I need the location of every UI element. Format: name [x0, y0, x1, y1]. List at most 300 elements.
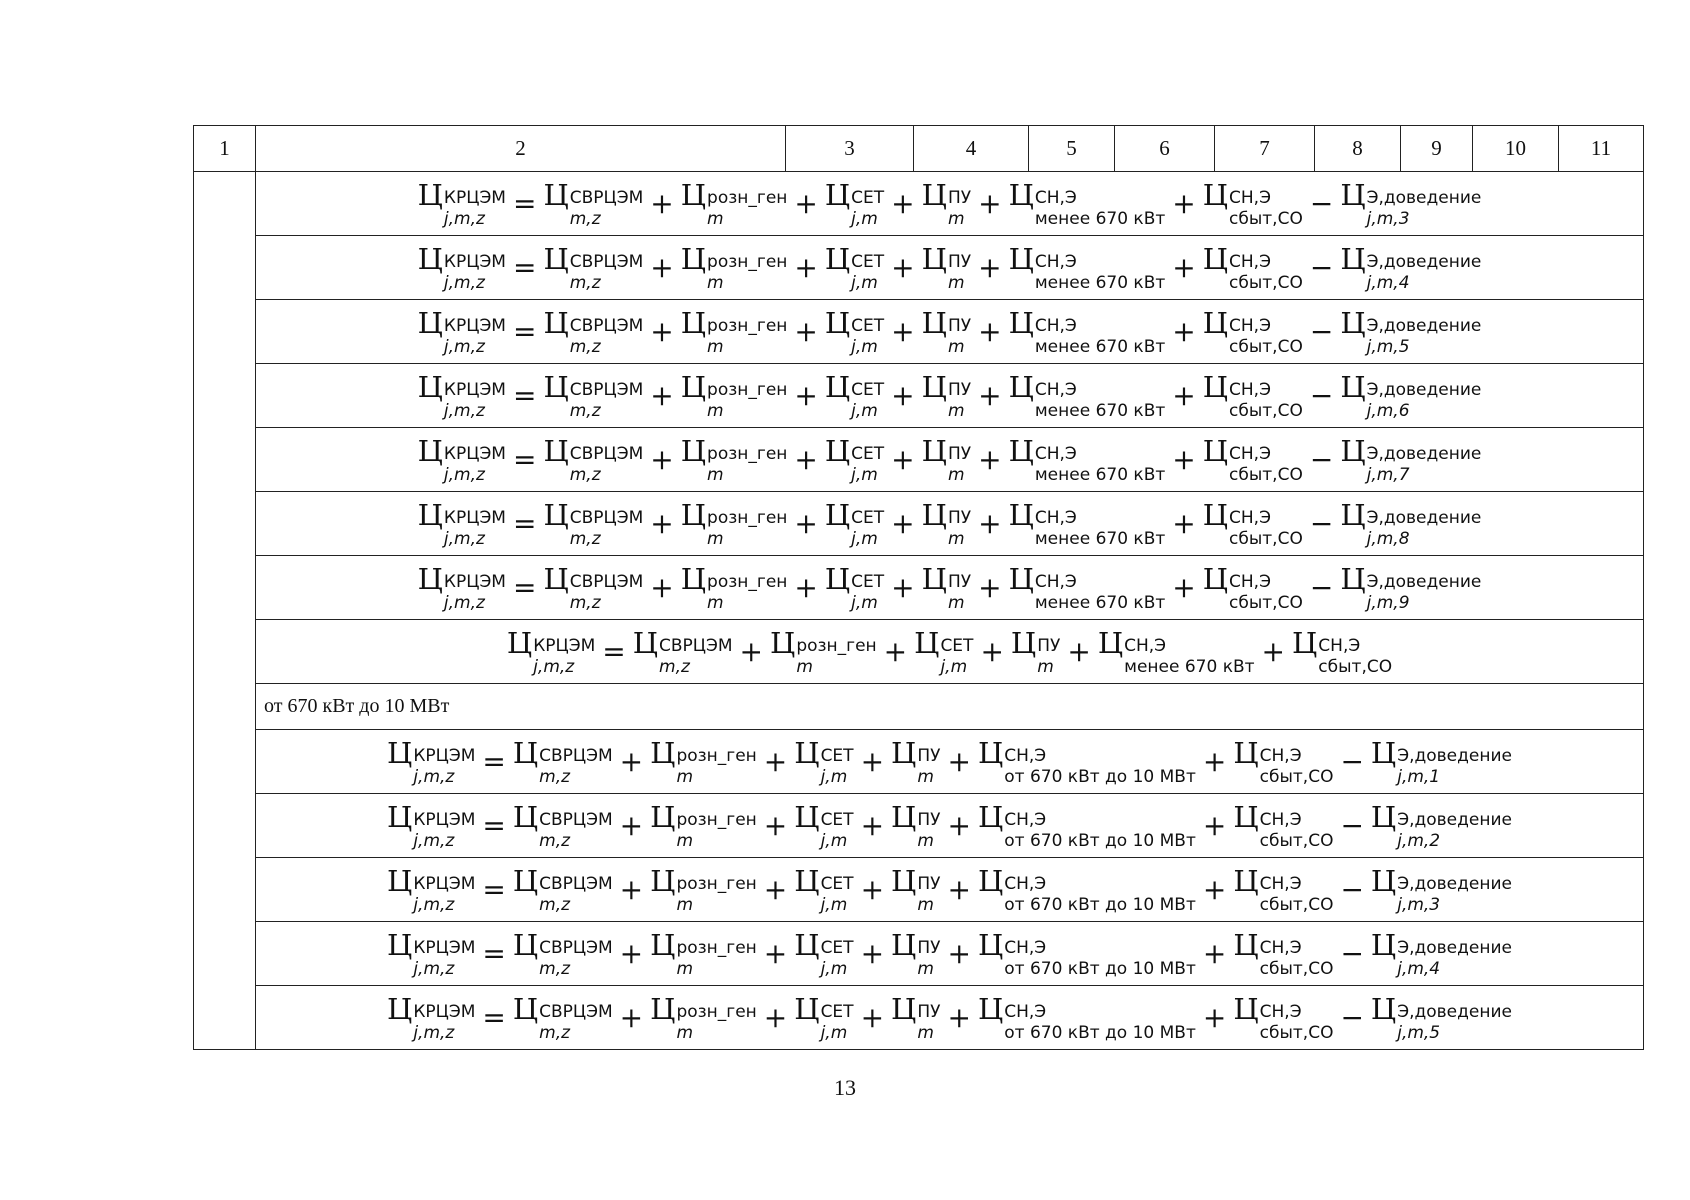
symbol-base: Ц	[680, 561, 707, 596]
formula-operator: +	[650, 506, 674, 540]
symbol-base: Ц	[543, 241, 569, 276]
symbol-superscript: КРЦЭМ	[413, 1001, 476, 1022]
symbol-superscript: СН,Э	[1229, 507, 1271, 528]
symbol-superscript: СЕТ	[820, 937, 854, 958]
symbol-subscript: m	[917, 767, 934, 787]
formula-operator: +	[619, 744, 644, 778]
formula-operator: +	[619, 808, 644, 842]
symbol-superscript: Э,доведение	[1366, 443, 1482, 464]
symbol-superscript: СВРЦЭМ	[539, 873, 613, 894]
symbol-base: Ц	[680, 369, 707, 404]
symbol-superscript: СН,Э	[1004, 745, 1047, 766]
symbol-superscript: КРЦЭМ	[443, 379, 506, 400]
symbol-base: Ц	[632, 625, 659, 660]
header-col-7: 7	[1215, 126, 1315, 172]
symbol-base: Ц	[387, 735, 413, 770]
formula-symbol	[543, 177, 644, 229]
symbol-superscript: КРЦЭМ	[443, 251, 506, 272]
symbol-superscript: розн_ген	[707, 379, 788, 400]
formula-operator: +	[860, 1000, 885, 1034]
symbol-subscript: j,m	[820, 767, 848, 787]
formula-symbol	[1008, 497, 1166, 549]
symbol-superscript: розн_ген	[707, 571, 788, 592]
symbol-superscript: СН,Э	[1229, 251, 1271, 272]
symbol-subscript: m	[707, 465, 724, 485]
symbol-subscript: от 670 кВт до 10 МВт	[1004, 767, 1196, 787]
formula-symbol	[794, 735, 854, 787]
symbol-subscript: сбыт,СО	[1259, 895, 1334, 915]
formula-symbol	[543, 561, 644, 613]
symbol-base: Ц	[543, 561, 569, 596]
symbol-base: Ц	[543, 497, 569, 532]
formula-row	[194, 300, 1644, 364]
formula-symbol	[1370, 927, 1512, 979]
symbol-superscript: розн_ген	[676, 745, 757, 766]
formula-symbol	[650, 991, 757, 1043]
formula-operator: +	[978, 186, 1002, 220]
formula-operator: +	[891, 506, 915, 540]
formula-operator: +	[763, 936, 788, 970]
formula-operator: +	[619, 1000, 644, 1034]
symbol-subscript: от 670 кВт до 10 МВт	[1004, 1023, 1196, 1043]
symbol-subscript: m	[947, 209, 965, 229]
formula-symbol	[794, 991, 854, 1043]
symbol-superscript: ПУ	[917, 873, 941, 894]
symbol-subscript: сбыт,СО	[1229, 401, 1303, 421]
symbol-superscript: СН,Э	[1004, 937, 1047, 958]
formula	[387, 927, 1512, 979]
formula	[417, 369, 1482, 421]
symbol-superscript: СЕТ	[940, 635, 974, 656]
symbol-subscript: j,m,z	[443, 209, 485, 229]
symbol-base: Ц	[1292, 625, 1318, 660]
symbol-subscript: m	[947, 337, 965, 357]
symbol-subscript: m	[947, 529, 965, 549]
formula-symbol	[417, 497, 506, 549]
symbol-superscript: розн_ген	[707, 443, 788, 464]
formula-symbol	[1008, 561, 1166, 613]
symbol-superscript: СЕТ	[820, 1001, 854, 1022]
formula-symbol	[1340, 497, 1482, 549]
formula-symbol	[543, 497, 644, 549]
symbol-superscript: СЕТ	[820, 745, 854, 766]
symbol-superscript: СЕТ	[851, 315, 885, 336]
formula-row	[194, 730, 1644, 794]
symbol-superscript: Э,доведение	[1397, 745, 1512, 766]
formula-cell	[256, 556, 1644, 620]
symbol-subscript: сбыт,СО	[1229, 529, 1303, 549]
header-col-9: 9	[1401, 126, 1473, 172]
symbol-base: Ц	[1370, 735, 1397, 770]
symbol-subscript: j,m,8	[1366, 529, 1410, 549]
symbol-base: Ц	[891, 799, 917, 834]
symbol-base: Ц	[1370, 863, 1397, 898]
symbol-superscript: ПУ	[947, 507, 972, 528]
formula-operator: +	[650, 442, 674, 476]
symbol-base: Ц	[794, 991, 820, 1026]
symbol-superscript: ПУ	[1037, 635, 1061, 656]
symbol-base: Ц	[1202, 177, 1229, 212]
formula-symbol	[1370, 863, 1512, 915]
formula-symbol	[1202, 433, 1303, 485]
formula-symbol	[1202, 241, 1303, 293]
formula-symbol	[794, 927, 854, 979]
symbol-superscript: КРЦЭМ	[443, 187, 506, 208]
symbol-base: Ц	[1010, 625, 1037, 660]
formula-symbol	[387, 991, 476, 1043]
symbol-base: Ц	[921, 497, 947, 532]
symbol-superscript: СВРЦЭМ	[659, 635, 733, 656]
formula-row	[194, 172, 1644, 236]
formula-operator: +	[794, 506, 818, 540]
symbol-base: Ц	[417, 369, 443, 404]
symbol-superscript: СН,Э	[1259, 873, 1302, 894]
formula-operator: +	[891, 378, 915, 412]
symbol-superscript: СН,Э	[1034, 315, 1077, 336]
symbol-base: Ц	[977, 735, 1004, 770]
formula-symbol	[891, 927, 941, 979]
formula-symbol	[512, 799, 613, 851]
symbol-base: Ц	[387, 991, 413, 1026]
symbol-subscript: m	[676, 959, 693, 979]
formula-cell	[256, 364, 1644, 428]
formula-operator: =	[482, 1000, 506, 1034]
formula-operator: +	[1202, 936, 1227, 970]
formula-operator: +	[978, 442, 1002, 476]
formula-symbol	[387, 799, 476, 851]
symbol-subscript: j,m,4	[1366, 273, 1410, 293]
symbol-superscript: ПУ	[917, 1001, 941, 1022]
symbol-superscript: ПУ	[917, 745, 941, 766]
symbol-superscript: розн_ген	[796, 635, 877, 656]
formula-symbol	[1233, 927, 1334, 979]
symbol-subscript: m,z	[569, 337, 601, 357]
symbol-base: Ц	[891, 927, 917, 962]
symbol-base: Ц	[824, 433, 851, 468]
section-label: от 670 кВт до 10 МВт	[256, 684, 1644, 730]
formula-symbol	[680, 433, 788, 485]
symbol-subscript: j,m	[851, 529, 878, 549]
symbol-subscript: m	[917, 895, 934, 915]
symbol-superscript: СН,Э	[1034, 443, 1077, 464]
formula-symbol	[650, 927, 757, 979]
symbol-base: Ц	[1370, 799, 1397, 834]
symbol-base: Ц	[1202, 561, 1229, 596]
symbol-base: Ц	[417, 177, 443, 212]
formula	[387, 799, 1512, 851]
formula-operator: +	[1172, 314, 1196, 348]
symbol-subscript: m	[707, 529, 724, 549]
formula-symbol	[977, 863, 1196, 915]
formula-symbol	[680, 369, 788, 421]
symbol-base: Ц	[680, 497, 707, 532]
formula-operator: =	[482, 808, 506, 842]
symbol-superscript: СЕТ	[851, 187, 885, 208]
symbol-base: Ц	[1202, 369, 1229, 404]
formula-symbol	[891, 991, 941, 1043]
symbol-subscript: j,m,4	[1397, 959, 1441, 979]
formula-operator: +	[891, 186, 915, 220]
symbol-superscript: ПУ	[947, 379, 972, 400]
symbol-subscript: менее 670 кВт	[1034, 401, 1166, 421]
symbol-subscript: m,z	[539, 767, 571, 787]
formula-symbol	[512, 991, 613, 1043]
symbol-subscript: m	[917, 831, 934, 851]
symbol-superscript: ПУ	[917, 809, 941, 830]
symbol-subscript: m,z	[539, 895, 571, 915]
symbol-superscript: ПУ	[917, 937, 941, 958]
formula-operator: +	[763, 1000, 788, 1034]
formula-operator: +	[1202, 808, 1227, 842]
formula-operator: +	[891, 250, 915, 284]
symbol-subscript: j,m,7	[1366, 465, 1410, 485]
formula	[387, 991, 1512, 1043]
symbol-superscript: КРЦЭМ	[413, 873, 476, 894]
formula-symbol	[1097, 625, 1255, 677]
formula-operator: −	[1340, 1000, 1364, 1034]
symbol-base: Ц	[977, 799, 1004, 834]
formula-symbol	[512, 927, 613, 979]
formula-symbol	[1202, 369, 1303, 421]
formula-cell	[256, 730, 1644, 794]
formula-symbol	[1340, 369, 1482, 421]
formula-operator: =	[482, 936, 506, 970]
symbol-superscript: СН,Э	[1259, 809, 1302, 830]
symbol-base: Ц	[824, 177, 851, 212]
symbol-subscript: j,m,z	[413, 959, 455, 979]
symbol-base: Ц	[1340, 305, 1366, 340]
symbol-superscript: СЕТ	[851, 507, 885, 528]
symbol-superscript: розн_ген	[707, 187, 788, 208]
symbol-subscript: менее 670 кВт	[1034, 273, 1166, 293]
formula-symbol	[417, 177, 506, 229]
symbol-subscript: от 670 кВт до 10 МВт	[1004, 895, 1196, 915]
symbol-subscript: j,m	[851, 465, 878, 485]
formula-symbol	[1340, 305, 1482, 357]
formula-operator: +	[947, 872, 971, 906]
symbol-superscript: СВРЦЭМ	[539, 937, 613, 958]
symbol-base: Ц	[650, 799, 676, 834]
formula-row	[194, 428, 1644, 492]
symbol-subscript: j,m	[851, 401, 878, 421]
symbol-subscript: m	[676, 831, 693, 851]
formula-symbol	[1233, 991, 1334, 1043]
formula-operator: −	[1340, 808, 1364, 842]
formula-symbol	[417, 433, 506, 485]
formula-symbol	[824, 177, 885, 229]
symbol-subscript: m,z	[569, 273, 601, 293]
symbol-subscript: m	[707, 401, 724, 421]
symbol-subscript: m,z	[569, 529, 601, 549]
symbol-subscript: от 670 кВт до 10 МВт	[1004, 959, 1196, 979]
formula-symbol	[387, 735, 476, 787]
symbol-subscript: сбыт,СО	[1229, 593, 1303, 613]
formula-operator: +	[763, 808, 788, 842]
formula-symbol	[417, 241, 506, 293]
tariff-table	[193, 125, 1644, 1050]
symbol-superscript: СВРЦЭМ	[539, 1001, 613, 1022]
formula-symbol	[543, 369, 644, 421]
formula-cell	[256, 236, 1644, 300]
symbol-superscript: СЕТ	[820, 873, 854, 894]
formula-symbol	[891, 735, 941, 787]
symbol-base: Ц	[1370, 991, 1397, 1026]
formula-operator: +	[619, 936, 644, 970]
formula-operator: +	[947, 936, 971, 970]
symbol-superscript: СЕТ	[851, 443, 885, 464]
formula-operator: +	[763, 872, 788, 906]
symbol-base: Ц	[1370, 927, 1397, 962]
formula-operator: +	[650, 250, 674, 284]
symbol-base: Ц	[417, 497, 443, 532]
formula-symbol	[824, 497, 885, 549]
symbol-base: Ц	[1233, 735, 1259, 770]
symbol-base: Ц	[1340, 177, 1366, 212]
formula-operator: +	[794, 250, 818, 284]
symbol-base: Ц	[977, 863, 1004, 898]
formula-operator: +	[1202, 872, 1227, 906]
symbol-base: Ц	[1233, 863, 1259, 898]
formula	[387, 735, 1512, 787]
symbol-subscript: m,z	[569, 593, 601, 613]
symbol-superscript: СН,Э	[1229, 187, 1271, 208]
formula-operator: +	[1202, 744, 1227, 778]
formula-symbol	[914, 625, 974, 677]
symbol-base: Ц	[794, 863, 820, 898]
formula-symbol	[1202, 177, 1303, 229]
symbol-subscript: менее 670 кВт	[1034, 337, 1166, 357]
formula-symbol	[1340, 177, 1482, 229]
formula-operator: +	[1202, 1000, 1227, 1034]
formula-operator: +	[947, 808, 971, 842]
symbol-subscript: j,m	[851, 209, 878, 229]
header-col-6: 6	[1115, 126, 1215, 172]
symbol-subscript: сбыт,СО	[1259, 831, 1334, 851]
formula-symbol	[1233, 799, 1334, 851]
formula-symbol	[1292, 625, 1393, 677]
symbol-superscript: СН,Э	[1229, 315, 1271, 336]
symbol-subscript: m	[707, 209, 724, 229]
formula-symbol	[543, 433, 644, 485]
symbol-superscript: КРЦЭМ	[443, 443, 506, 464]
symbol-base: Ц	[1008, 369, 1034, 404]
symbol-base: Ц	[543, 177, 569, 212]
section-row	[194, 684, 1644, 730]
formula	[417, 497, 1482, 549]
symbol-superscript: СВРЦЭМ	[569, 507, 644, 528]
symbol-superscript: СН,Э	[1229, 379, 1271, 400]
header-col-5: 5	[1029, 126, 1115, 172]
symbol-superscript: КРЦЭМ	[443, 507, 506, 528]
formula-symbol	[921, 497, 972, 549]
symbol-superscript: Э,доведение	[1366, 315, 1482, 336]
symbol-subscript: m,z	[569, 401, 601, 421]
formula-operator: +	[1067, 634, 1091, 668]
symbol-base: Ц	[977, 927, 1004, 962]
symbol-subscript: m	[676, 767, 693, 787]
symbol-subscript: m	[917, 959, 934, 979]
formula-symbol	[1340, 241, 1482, 293]
formula-symbol	[1202, 497, 1303, 549]
formula-symbol	[977, 799, 1196, 851]
symbol-subscript: m,z	[569, 209, 601, 229]
formula-symbol	[1008, 177, 1166, 229]
symbol-base: Ц	[891, 863, 917, 898]
formula-symbol	[1370, 991, 1512, 1043]
symbol-base: Ц	[1097, 625, 1124, 660]
formula-operator: =	[512, 570, 537, 604]
symbol-base: Ц	[1202, 241, 1229, 276]
symbol-subscript: m	[707, 273, 724, 293]
header-col-11: 11	[1559, 126, 1644, 172]
symbol-subscript: менее 670 кВт	[1124, 657, 1255, 677]
formula-row	[194, 922, 1644, 986]
symbol-base: Ц	[387, 863, 413, 898]
symbol-base: Ц	[680, 177, 707, 212]
symbol-subscript: от 670 кВт до 10 МВт	[1004, 831, 1196, 851]
symbol-subscript: m	[796, 657, 813, 677]
formula	[417, 433, 1482, 485]
formula-row	[194, 986, 1644, 1050]
symbol-subscript: m	[707, 593, 724, 613]
symbol-superscript: СН,Э	[1259, 937, 1302, 958]
symbol-subscript: m	[676, 1023, 693, 1043]
formula-operator: −	[1309, 378, 1334, 412]
symbol-base: Ц	[891, 735, 917, 770]
symbol-superscript: розн_ген	[707, 507, 788, 528]
symbol-superscript: СН,Э	[1259, 745, 1302, 766]
formula-operator: +	[978, 314, 1002, 348]
symbol-base: Ц	[417, 561, 443, 596]
formula-symbol	[512, 863, 613, 915]
symbol-subscript: j,m,z	[443, 593, 485, 613]
symbol-base: Ц	[1008, 177, 1034, 212]
symbol-superscript: СВРЦЭМ	[569, 251, 644, 272]
formula-symbol	[1370, 799, 1512, 851]
formula-symbol	[921, 433, 972, 485]
formula-operator: +	[619, 872, 644, 906]
formula-operator: +	[947, 744, 971, 778]
formula-operator: +	[650, 314, 674, 348]
formula-symbol	[921, 177, 972, 229]
header-col-2: 2	[256, 126, 786, 172]
symbol-superscript: СЕТ	[851, 379, 885, 400]
formula-operator: =	[512, 314, 537, 348]
symbol-subscript: j,m	[940, 657, 968, 677]
symbol-superscript: Э,доведение	[1397, 1001, 1512, 1022]
formula-operator: −	[1340, 872, 1364, 906]
symbol-subscript: j,m,1	[1397, 767, 1441, 787]
formula-symbol	[1370, 735, 1512, 787]
symbol-base: Ц	[794, 735, 820, 770]
symbol-base: Ц	[1340, 497, 1366, 532]
symbol-superscript: СН,Э	[1229, 571, 1271, 592]
formula-operator: =	[512, 250, 537, 284]
symbol-superscript: розн_ген	[707, 251, 788, 272]
symbol-subscript: m,z	[539, 1023, 571, 1043]
symbol-base: Ц	[543, 433, 569, 468]
formula-operator: +	[978, 378, 1002, 412]
formula-symbol	[921, 305, 972, 357]
formula-row	[194, 236, 1644, 300]
formula	[506, 625, 1393, 677]
symbol-base: Ц	[512, 991, 539, 1026]
formula-symbol	[632, 625, 733, 677]
symbol-base: Ц	[650, 927, 676, 962]
symbol-subscript: сбыт,СО	[1229, 337, 1303, 357]
formula-operator: =	[512, 378, 537, 412]
formula-symbol	[824, 561, 885, 613]
